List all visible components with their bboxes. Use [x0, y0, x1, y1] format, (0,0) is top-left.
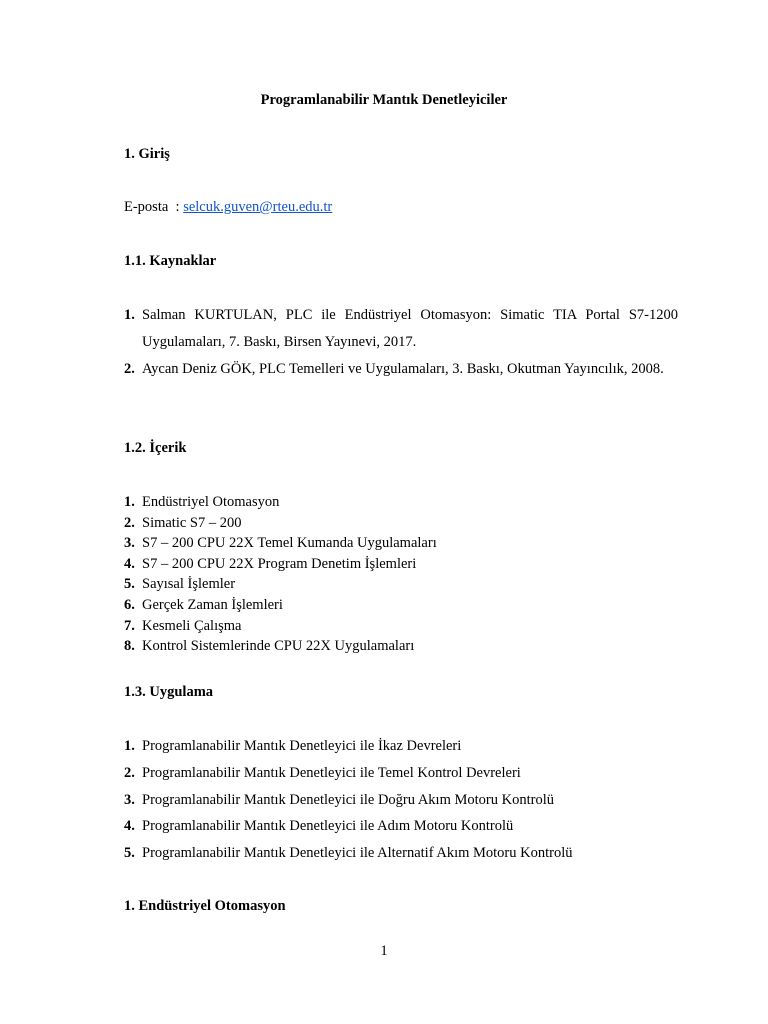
- list-item-text: Kontrol Sistemlerinde CPU 22X Uygulamaları: [142, 638, 415, 655]
- sources-list: [124, 302, 678, 383]
- section-heading-next: 1. Endüstriyel Otomasyon: [124, 898, 286, 914]
- section-heading-intro: 1. Giriş: [124, 146, 170, 162]
- list-item-text: S7 – 200 CPU 22X Temel Kumanda Uygulamaları: [142, 535, 437, 552]
- list-item-text: Simatic S7 – 200: [142, 514, 242, 531]
- section-heading-application: 1.3. Uygulama: [124, 684, 214, 700]
- list-number: 2.: [124, 514, 135, 531]
- list-number: 1.: [124, 738, 135, 754]
- list-number: 6.: [124, 596, 135, 613]
- list-item: [124, 574, 678, 595]
- email-label: E-posta :: [124, 199, 184, 215]
- list-item: [124, 356, 678, 383]
- list-item: [124, 492, 678, 513]
- list-item-text: Endüstriyel Otomasyon: [142, 494, 280, 510]
- email-line: [124, 199, 332, 216]
- list-item-text: Gerçek Zaman İşlemleri: [142, 596, 283, 613]
- list-number: 4.: [124, 555, 135, 572]
- application-list: [124, 733, 678, 867]
- content-list: [124, 492, 678, 657]
- list-number: 3.: [124, 535, 135, 552]
- email-link[interactable]: selcuk.guven@rteu.edu.tr: [183, 199, 333, 215]
- list-item: [124, 513, 678, 534]
- document-title: Programlanabilir Mantık Denetleyiciler: [260, 92, 508, 108]
- list-item-text: Salman KURTULAN, PLC ile Endüstriyel Otomasyon: Simatic TIA Portal S7-1200 Uygulamaları, 7. Baskı, Birsen Yayınevi, 2017.: [142, 307, 678, 350]
- list-item: [124, 733, 678, 760]
- list-item: [124, 554, 678, 575]
- list-item-text: Aycan Deniz GÖK, PLC Temelleri ve Uygulamaları, 3. Baskı, Okutman Yayıncılık, 2008.: [142, 361, 664, 377]
- list-number: 8.: [124, 638, 135, 655]
- list-number: 3.: [124, 791, 135, 808]
- list-item: [124, 813, 678, 840]
- list-number: 2.: [124, 361, 135, 377]
- list-item: [124, 787, 678, 814]
- list-item: [124, 302, 678, 356]
- list-item-text: Kesmeli Çalışma: [142, 617, 242, 634]
- list-number: 4.: [124, 818, 135, 835]
- page-number: 1: [380, 943, 388, 959]
- list-item-text: Programlanabilir Mantık Denetleyici ile Doğru Akım Motoru Kontrolü: [142, 791, 554, 808]
- section-heading-sources: 1.1. Kaynaklar: [124, 253, 217, 269]
- list-item-text: Programlanabilir Mantık Denetleyici ile Temel Kontrol Devreleri: [142, 764, 521, 781]
- list-number: 5.: [124, 576, 135, 593]
- list-item-text: Programlanabilir Mantık Denetleyici ile Alternatif Akım Motoru Kontrolü: [142, 845, 573, 862]
- list-item: [124, 595, 678, 616]
- list-item-text: S7 – 200 CPU 22X Program Denetim İşlemleri: [142, 555, 417, 572]
- section-heading-content: 1.2. İçerik: [124, 440, 187, 456]
- list-item: [124, 760, 678, 787]
- list-item-text: Programlanabilir Mantık Denetleyici ile İkaz Devreleri: [142, 738, 462, 754]
- list-item-text: Programlanabilir Mantık Denetleyici ile Adım Motoru Kontrolü: [142, 818, 514, 835]
- list-item-text: Sayısal İşlemler: [142, 576, 236, 593]
- list-number: 2.: [124, 764, 135, 781]
- list-item: [124, 840, 678, 867]
- list-number: 5.: [124, 845, 135, 862]
- list-item: [124, 636, 678, 657]
- list-item: [124, 616, 678, 637]
- list-number: 1.: [124, 307, 135, 323]
- list-number: 1.: [124, 494, 135, 510]
- list-number: 7.: [124, 617, 135, 634]
- list-item: [124, 533, 678, 554]
